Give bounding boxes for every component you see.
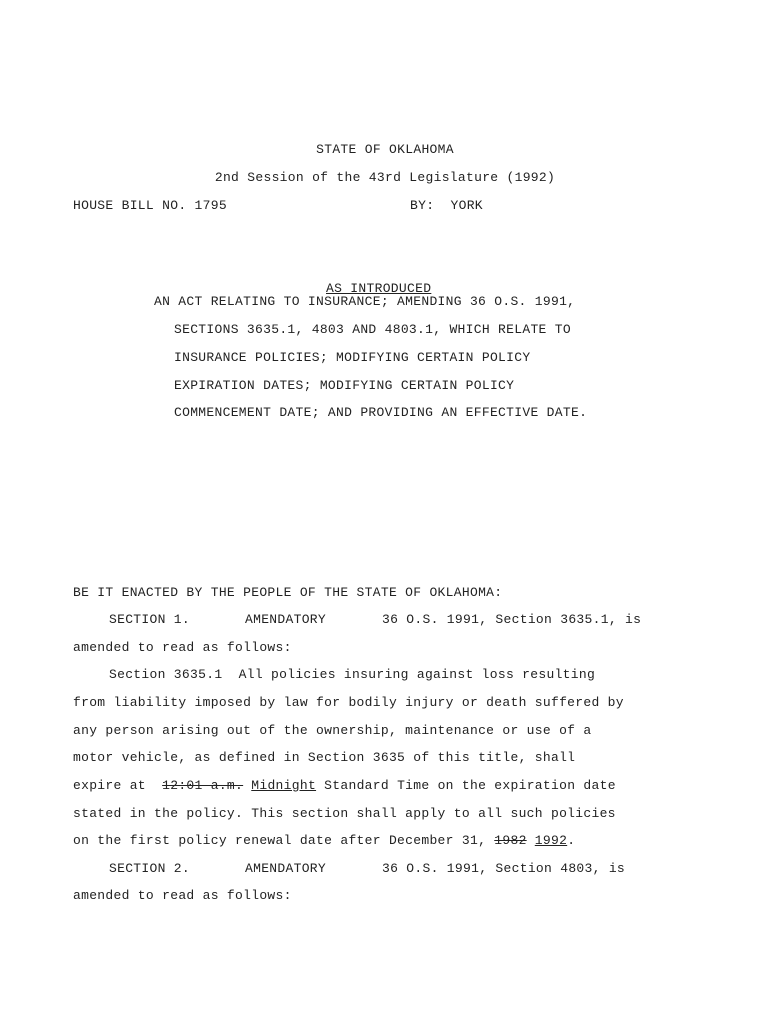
- title-line-2: SECTIONS 3635.1, 4803 AND 4803.1, WHICH RELATE TO: [174, 322, 571, 337]
- title-line-3: INSURANCE POLICIES; MODIFYING CERTAIN POLICY: [174, 350, 531, 365]
- section-2-continuation: amended to read as follows:: [73, 888, 292, 903]
- title-line-5: COMMENCEMENT DATE; AND PROVIDING AN EFFECTIVE DATE.: [174, 405, 588, 420]
- paragraph-line-5-pre: expire at: [73, 778, 163, 793]
- paragraph-line-5: [73, 778, 616, 794]
- section-1-citation: 36 O.S. 1991, Section 3635.1, is: [382, 612, 642, 627]
- paragraph-line-7-pre: on the first policy renewal date after December 31,: [73, 833, 495, 848]
- section-2-citation: 36 O.S. 1991, Section 4803, is: [382, 861, 626, 876]
- struck-text: 12:01 a.m.: [162, 778, 244, 793]
- paragraph-line-5-post: Standard Time on the expiration date: [316, 778, 616, 793]
- paragraph-line-2: from liability imposed by law for bodily injury or death suffered by: [73, 695, 624, 710]
- section-1-label: SECTION 1.: [109, 612, 191, 627]
- enacting-clause: BE IT ENACTED BY THE PEOPLE OF THE STATE OF OKLAHOMA:: [73, 585, 503, 600]
- title-line-4: EXPIRATION DATES; MODIFYING CERTAIN POLICY: [174, 378, 515, 393]
- status-label: AS INTRODUCED: [326, 281, 432, 296]
- paragraph-line-6: stated in the policy. This section shall apply to all such policies: [73, 806, 616, 821]
- title-line-1: AN ACT RELATING TO INSURANCE; AMENDING 36 O.S. 1991,: [154, 294, 576, 309]
- paragraph-line-7-post: .: [567, 833, 576, 848]
- section-2-type: AMENDATORY: [245, 861, 327, 876]
- paragraph-line-4: motor vehicle, as defined in Section 3635 of this title, shall: [73, 750, 576, 765]
- bill-author: BY: YORK: [410, 198, 483, 213]
- session-heading: 2nd Session of the 43rd Legislature (1992): [214, 170, 556, 185]
- section-2-label: SECTION 2.: [109, 861, 191, 876]
- paragraph-line-3: any person arising out of the ownership, maintenance or use of a: [73, 723, 592, 738]
- struck-year: 1982: [494, 833, 527, 848]
- paragraph-line-1: Section 3635.1 All policies insuring against loss resulting: [109, 667, 596, 682]
- section-1-continuation: amended to read as follows:: [73, 640, 292, 655]
- section-1-type: AMENDATORY: [245, 612, 327, 627]
- inserted-year: 1992: [534, 833, 568, 848]
- paragraph-line-7: [73, 833, 575, 849]
- state-heading: STATE OF OKLAHOMA: [316, 142, 454, 157]
- inserted-text: Midnight: [251, 778, 317, 793]
- bill-number: HOUSE BILL NO. 1795: [73, 198, 227, 213]
